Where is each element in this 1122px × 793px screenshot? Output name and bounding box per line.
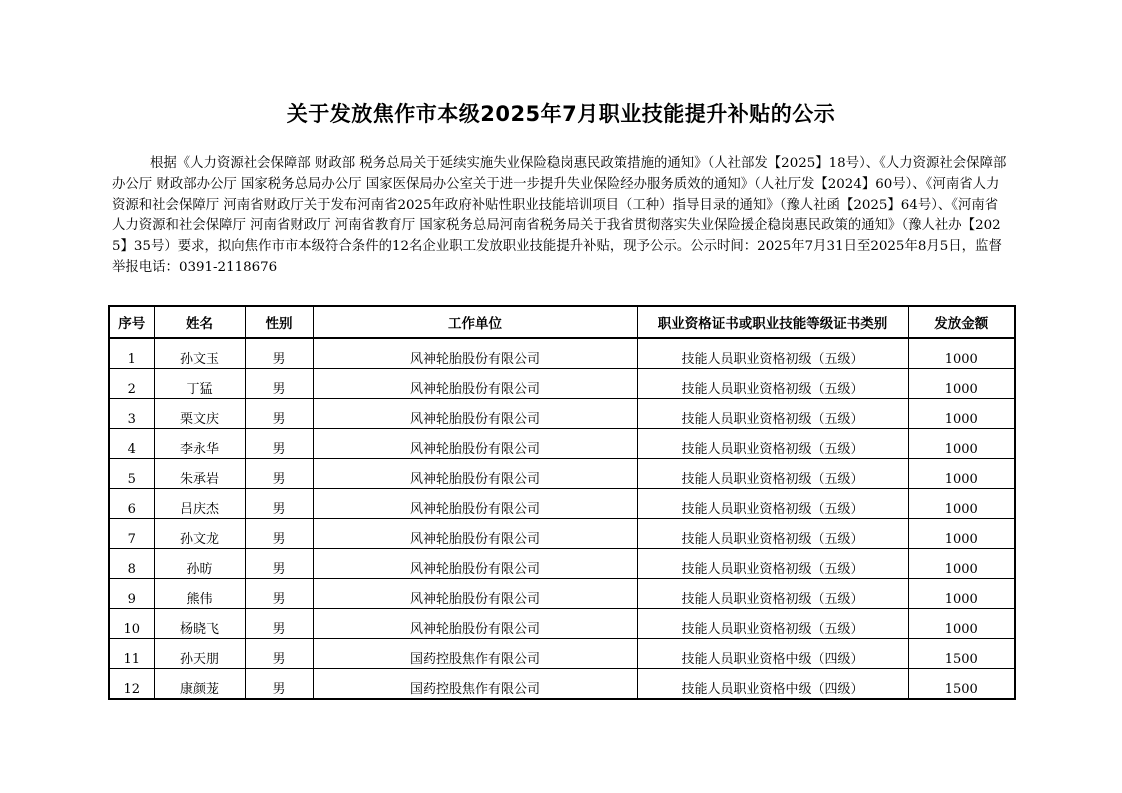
cell-gender: 男 (245, 338, 313, 369)
cell-gender: 男 (245, 489, 313, 519)
cell-no: 7 (109, 519, 154, 549)
cell-name: 孙天朋 (154, 639, 245, 669)
header-gender: 性别 (245, 306, 313, 338)
cell-employer: 国药控股焦作有限公司 (313, 639, 637, 669)
cell-employer: 风神轮胎股份有限公司 (313, 489, 637, 519)
cell-employer: 风神轮胎股份有限公司 (313, 609, 637, 639)
cell-amount: 1000 (908, 459, 1015, 489)
cell-gender: 男 (245, 549, 313, 579)
cell-certificate: 技能人员职业资格初级（五级） (637, 459, 908, 489)
cell-amount: 1000 (908, 519, 1015, 549)
cell-no: 3 (109, 399, 154, 429)
cell-name: 孙文龙 (154, 519, 245, 549)
cell-gender: 男 (245, 579, 313, 609)
table-row (109, 489, 1015, 519)
cell-gender: 男 (245, 369, 313, 399)
cell-name: 丁猛 (154, 369, 245, 399)
cell-no: 11 (109, 639, 154, 669)
cell-name: 朱承岩 (154, 459, 245, 489)
cell-no: 5 (109, 459, 154, 489)
table-row (109, 669, 1015, 700)
cell-employer: 国药控股焦作有限公司 (313, 669, 637, 700)
cell-amount: 1000 (908, 399, 1015, 429)
document-title: 关于发放焦作市本级2025年7月职业技能提升补贴的公示 (286, 102, 836, 126)
table-body (109, 338, 1015, 699)
cell-gender: 男 (245, 429, 313, 459)
cell-employer: 风神轮胎股份有限公司 (313, 519, 637, 549)
cell-certificate: 技能人员职业资格初级（五级） (637, 429, 908, 459)
cell-name: 杨晓飞 (154, 609, 245, 639)
cell-amount: 1000 (908, 369, 1015, 399)
cell-no: 12 (109, 669, 154, 700)
notice-paragraph: 根据《人力资源社会保障部 财政部 税务总局关于延续实施失业保险稳岗惠民政策措施的通知》（人社部发【2025】18号）、《人力资源社会保障部办公厅 财政部办公厅 国家税务总局办公厅 国家医保局办公室关于进一步提升失业保险经办服务质效的通知》（人社厅发【2024】60号）、《河南省人力资源和社会保障厅 河南省财政厅关于发布河南省2025年政府补贴性职业技能培训项目（工种）指导目录的通知》（豫人社函【2025】64号）、《河南省人力资源和社会保障厅 河南省财政厅 河南省教育厅 国家税务总局河南省税务局关于我省贯彻落实失业保险援企稳岗惠民政策的通知》（豫人社办【2025】35号）要求，拟向焦作市市本级符合条件的12名企业职工发放职业技能提升补贴，现予公示。公示时间：2025年7月31日至2025年8月5日，监督举报电话：0391-2118676 (112, 156, 1007, 275)
cell-certificate: 技能人员职业资格初级（五级） (637, 609, 908, 639)
cell-certificate: 技能人员职业资格中级（四级） (637, 639, 908, 669)
cell-amount: 1500 (908, 669, 1015, 700)
cell-employer: 风神轮胎股份有限公司 (313, 369, 637, 399)
table-row (109, 369, 1015, 399)
cell-amount: 1000 (908, 429, 1015, 459)
cell-name: 康颜茏 (154, 669, 245, 700)
cell-no: 9 (109, 579, 154, 609)
cell-amount: 1000 (908, 338, 1015, 369)
header-name: 姓名 (154, 306, 245, 338)
cell-certificate: 技能人员职业资格初级（五级） (637, 549, 908, 579)
cell-no: 8 (109, 549, 154, 579)
cell-amount: 1000 (908, 579, 1015, 609)
cell-employer: 风神轮胎股份有限公司 (313, 338, 637, 369)
cell-name: 吕庆杰 (154, 489, 245, 519)
cell-no: 6 (109, 489, 154, 519)
table-row (109, 459, 1015, 489)
cell-employer: 风神轮胎股份有限公司 (313, 459, 637, 489)
cell-gender: 男 (245, 459, 313, 489)
cell-certificate: 技能人员职业资格中级（四级） (637, 669, 908, 700)
cell-gender: 男 (245, 639, 313, 669)
cell-amount: 1000 (908, 549, 1015, 579)
cell-certificate: 技能人员职业资格初级（五级） (637, 489, 908, 519)
table-row (109, 399, 1015, 429)
cell-certificate: 技能人员职业资格初级（五级） (637, 579, 908, 609)
subsidy-table (108, 305, 1016, 700)
cell-no: 1 (109, 338, 154, 369)
cell-employer: 风神轮胎股份有限公司 (313, 549, 637, 579)
cell-gender: 男 (245, 519, 313, 549)
cell-employer: 风神轮胎股份有限公司 (313, 579, 637, 609)
header-no: 序号 (109, 306, 154, 338)
cell-name: 栗文庆 (154, 399, 245, 429)
cell-name: 熊伟 (154, 579, 245, 609)
cell-gender: 男 (245, 609, 313, 639)
cell-employer: 风神轮胎股份有限公司 (313, 429, 637, 459)
cell-employer: 风神轮胎股份有限公司 (313, 399, 637, 429)
table-row (109, 549, 1015, 579)
cell-amount: 1500 (908, 639, 1015, 669)
cell-no: 4 (109, 429, 154, 459)
cell-certificate: 技能人员职业资格初级（五级） (637, 369, 908, 399)
cell-name: 孙昉 (154, 549, 245, 579)
cell-no: 2 (109, 369, 154, 399)
cell-certificate: 技能人员职业资格初级（五级） (637, 519, 908, 549)
table-row (109, 639, 1015, 669)
table-row (109, 609, 1015, 639)
cell-gender: 男 (245, 669, 313, 700)
header-employer: 工作单位 (313, 306, 637, 338)
cell-certificate: 技能人员职业资格初级（五级） (637, 399, 908, 429)
header-certificate: 职业资格证书或职业技能等级证书类别 (637, 306, 908, 338)
cell-name: 孙文玉 (154, 338, 245, 369)
table-row (109, 579, 1015, 609)
table-row (109, 429, 1015, 459)
cell-gender: 男 (245, 399, 313, 429)
header-amount: 发放金额 (908, 306, 1015, 338)
cell-no: 10 (109, 609, 154, 639)
cell-amount: 1000 (908, 609, 1015, 639)
cell-amount: 1000 (908, 489, 1015, 519)
table-header-row (109, 306, 1015, 338)
cell-name: 李永华 (154, 429, 245, 459)
table-row (109, 338, 1015, 369)
cell-certificate: 技能人员职业资格初级（五级） (637, 338, 908, 369)
table-row (109, 519, 1015, 549)
